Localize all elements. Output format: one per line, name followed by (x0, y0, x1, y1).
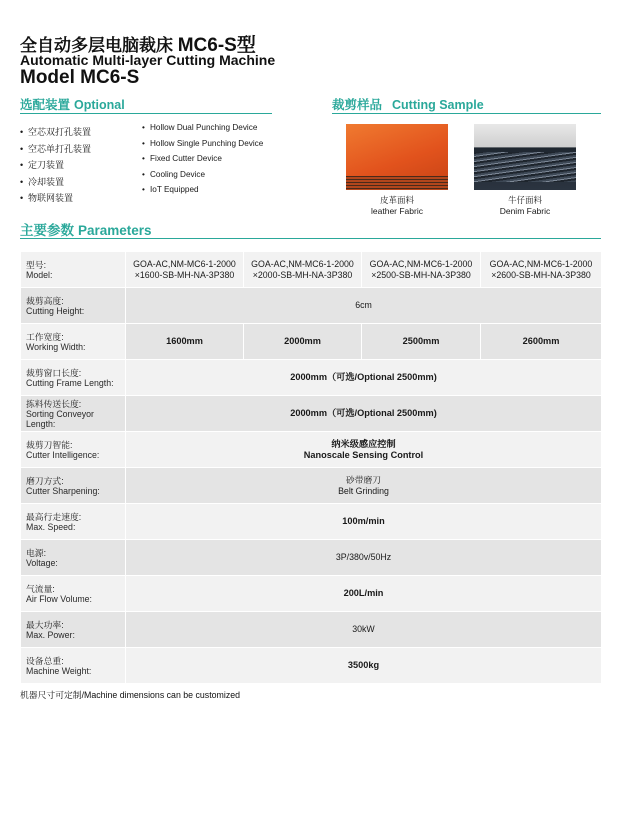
table-row (21, 288, 602, 324)
parameters-table (20, 251, 602, 684)
sample-heading (332, 95, 484, 113)
cutter-sharpening-value-cn: 砂带磨刀 (345, 475, 382, 485)
row-label-cn: 设备总重: (26, 655, 64, 666)
row-label-en: Cutting Frame Length: (26, 377, 114, 388)
page-title-en: Automatic Multi-layer Cutting Machine (20, 52, 276, 68)
sample-heading-cn: 裁剪样品 (332, 98, 383, 112)
row-label (21, 576, 126, 612)
parameters-heading-cn: 主要参数 (20, 223, 74, 238)
row-label-cn: 拣料传送长度: (26, 398, 82, 409)
denim-caption-cn: 牛仔面料 (507, 195, 542, 205)
row-label-cn: 裁剪刀智能: (26, 439, 73, 450)
cutter-intelligence-value (126, 432, 602, 468)
optional-item-en: • Hollow Dual Punching Device (142, 120, 263, 136)
optional-item-cn: • 空芯双打孔装置 (20, 124, 91, 141)
row-label-cn: 最高行走速度: (26, 511, 82, 522)
row-label (21, 252, 126, 288)
leather-caption-en: leather Fabric (371, 205, 423, 216)
row-label-cn: 气流量: (26, 583, 55, 594)
denim-caption-en: Denim Fabric (499, 205, 551, 216)
model-line: Model MC6-S (20, 67, 140, 88)
cutter-sharpening-value-en: Belt Grinding (338, 485, 389, 496)
row-label-en: Model: (26, 269, 53, 280)
table-row (21, 252, 602, 288)
model-cell: GOA-AC,NM-MC6-1-2000 ×2500-SB-MH-NA-3P380 (362, 252, 481, 288)
working-width-cell: 2600mm (481, 324, 602, 360)
title-cn-model: MC6-S型 (177, 35, 256, 56)
model-cell: GOA-AC,NM-MC6-1-2000 ×2600-SB-MH-NA-3P380 (481, 252, 602, 288)
row-label-en: Working Width: (26, 341, 86, 352)
row-label-cn: 裁剪高度: (26, 295, 64, 306)
optional-item-cn: • 空芯单打孔装置 (20, 141, 91, 158)
parameters-heading-en: Parameters (78, 223, 152, 238)
row-label (21, 504, 126, 540)
table-row (21, 396, 602, 432)
cutting-height-value: 6cm (126, 288, 602, 324)
leather-fabric-image (346, 124, 448, 190)
row-label-cn: 裁剪窗口长度: (26, 367, 82, 378)
row-label-cn: 型号: (26, 259, 47, 270)
sorting-conveyor-length-value: 2000mm（可选/Optional 2500mm) (126, 396, 602, 432)
max-power-value: 30kW (126, 612, 602, 648)
optional-list-cn (20, 124, 91, 207)
model-cell: GOA-AC,NM-MC6-1-2000 ×1600-SB-MH-NA-3P380 (126, 252, 244, 288)
working-width-cell: 1600mm (126, 324, 244, 360)
row-label (21, 468, 126, 504)
denim-caption (470, 195, 580, 216)
table-row (21, 576, 602, 612)
table-row (21, 612, 602, 648)
row-label-en: Max. Power: (26, 629, 75, 640)
footnote: 机器尺寸可定制/Machine dimensions can be customized (20, 690, 241, 700)
leather-caption (342, 195, 452, 216)
table-row (21, 504, 602, 540)
denim-fabric-image (474, 124, 576, 190)
row-label-en: Sorting Conveyor Length: (26, 408, 94, 429)
optional-item-en: • IoT Equipped (142, 182, 263, 198)
row-label (21, 432, 126, 468)
row-label (21, 540, 126, 576)
optional-item-en: • Cooling Device (142, 167, 263, 183)
optional-heading-en: Optional (74, 98, 125, 112)
optional-list-en (142, 120, 263, 198)
sample-divider (332, 113, 601, 114)
row-label (21, 648, 126, 684)
row-label (21, 612, 126, 648)
machine-weight-value: 3500kg (126, 648, 602, 684)
table-row (21, 468, 602, 504)
parameters-heading (20, 219, 152, 239)
row-label (21, 396, 126, 432)
row-label-en: Machine Weight: (26, 665, 92, 676)
table-row (21, 432, 602, 468)
row-label (21, 288, 126, 324)
optional-item-cn: • 物联网装置 (20, 190, 91, 207)
row-label-en: Cutter Intelligence: (26, 449, 100, 460)
optional-divider (20, 113, 272, 114)
row-label (21, 324, 126, 360)
table-row (21, 324, 602, 360)
cutter-sharpening-value (126, 468, 602, 504)
working-width-cell: 2500mm (362, 324, 481, 360)
cutter-intelligence-value-cn: 纳米级感应控制 (331, 439, 396, 449)
row-label-cn: 电源: (26, 547, 47, 558)
title-cn-prefix: 全自动多层电脑裁床 (20, 36, 173, 55)
table-row (21, 360, 602, 396)
row-label-en: Cutting Height: (26, 305, 85, 316)
voltage-value: 3P/380v/50Hz (126, 540, 602, 576)
optional-item-en: • Fixed Cutter Device (142, 151, 263, 167)
optional-heading (20, 95, 125, 113)
air-flow-volume-value: 200L/min (126, 576, 602, 612)
cutting-frame-length-value: 2000mm（可选/Optional 2500mm) (126, 360, 602, 396)
row-label-cn: 工作宽度: (26, 331, 64, 342)
max-speed-value: 100m/min (126, 504, 602, 540)
row-label-cn: 最大功率: (26, 619, 64, 630)
table-row (21, 648, 602, 684)
row-label-cn: 磨刀方式: (26, 475, 64, 486)
sample-heading-en: Cutting Sample (392, 98, 484, 112)
row-label-en: Voltage: (26, 557, 58, 568)
cutter-intelligence-value-en: Nanoscale Sensing Control (303, 449, 424, 460)
optional-item-en: • Hollow Single Punching Device (142, 136, 263, 152)
leather-caption-cn: 皮革面料 (379, 195, 414, 205)
row-label-en: Max. Speed: (26, 521, 76, 532)
optional-item-cn: • 冷却装置 (20, 174, 91, 191)
row-label-en: Air Flow Volume: (26, 593, 92, 604)
row-label (21, 360, 126, 396)
optional-heading-cn: 选配装置 (20, 98, 71, 112)
row-label-en: Cutter Sharpening: (26, 485, 100, 496)
working-width-cell: 2000mm (244, 324, 362, 360)
model-cell: GOA-AC,NM-MC6-1-2000 ×2000-SB-MH-NA-3P380 (244, 252, 362, 288)
table-row (21, 540, 602, 576)
parameters-divider (20, 238, 601, 239)
optional-item-cn: • 定刀装置 (20, 157, 91, 174)
